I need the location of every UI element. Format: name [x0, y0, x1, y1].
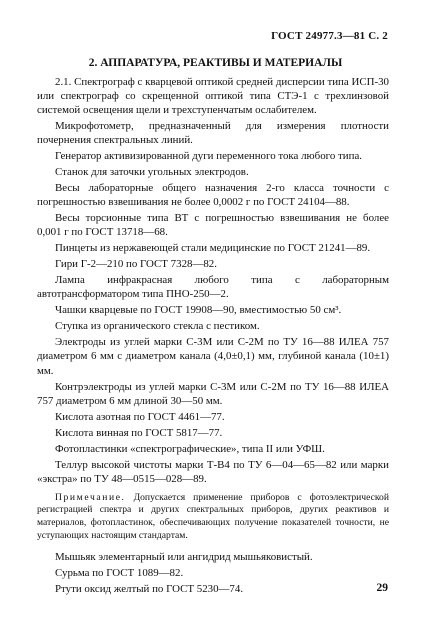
paragraph-counter-electrodes: Контрэлектроды из углей марки С-3М или С-2М по ТУ 16—88 ИЛЕА 757 диаметром 6 мм длиной 30—50 мм.	[37, 380, 389, 407]
paragraph-mercury-oxide: Ртути оксид желтый по ГОСТ 5230—74.	[55, 583, 244, 596]
paragraph-electrodes: Электроды из углей марки С-3М или С-2М по ТУ 16—88 ИЛЕА 757 диаметром 6 мм с диаметром канала (4,0±0,1) мм, глубиной канала (10±1) мм.	[37, 336, 389, 377]
paragraph-generator: Генератор активизированной дуги переменного тока любого типа.	[55, 150, 363, 163]
paragraph-mortar: Ступка из органического стекла с пестиком.	[55, 320, 260, 333]
paragraph-microphotometer: Микрофотометр, предназначенный для измерения плотности почернения спектральных линий.	[37, 120, 389, 147]
paragraph-tweezers: Пинцеты из нержавеющей стали медицинские по ГОСТ 21241—89.	[55, 242, 371, 255]
document-body	[37, 75, 389, 598]
paragraph-tellurium: Теллур высокой чистоты марки Т-В4 по ТУ 6—04—65—82 или марки «экстра» по ТУ 48—0515—028—89.	[37, 458, 389, 485]
paragraph-lab-scales: Весы лабораторные общего назначения 2-го класса точности с погрешностью взвешивания не более 0,0002 г по ГОСТ 24104—88.	[37, 182, 389, 209]
paragraph-quartz-cups: Чашки кварцевые по ГОСТ 19908—90, вместимостью 50 см³.	[55, 304, 342, 317]
running-header: ГОСТ 24977.3—81 С. 2	[271, 30, 388, 42]
paragraph-tartaric-acid: Кислота винная по ГОСТ 5817—77.	[55, 426, 223, 439]
note-label: Примечание.	[55, 491, 126, 503]
paragraph-antimony: Сурьма по ГОСТ 1089—82.	[55, 567, 184, 580]
paragraph-arsenic: Мышьяк элементарный или ангидрид мышьяковистый.	[55, 551, 313, 564]
note-text: Допускается применение приборов с фотоэлектрической регистрацией спектра и других спектральных приборов, других реактивов и материалов, фотопластинок, обеспечивающих получение показателей точности, не уступающих настоящим стандартам.	[37, 491, 389, 541]
page-number: 29	[376, 582, 388, 594]
paragraph-infrared-lamp: Лампа инфракрасная любого типа с лабораторным автотрансформатором типа ПНО-250—2.	[37, 274, 389, 301]
paragraph-nitric-acid: Кислота азотная по ГОСТ 4461—77.	[55, 410, 225, 423]
paragraph-photoplates: Фотопластинки «спектрографические», типа II или УФШ.	[55, 442, 325, 455]
paragraph-torsion-scales: Весы торсионные типа ВТ с погрешностью взвешивания не более 0,001 г по ГОСТ 13718—68.	[37, 212, 389, 239]
note-block	[37, 492, 389, 542]
paragraph-sharpening-machine: Станок для заточки угольных электродов.	[55, 166, 249, 179]
paragraph-spectrograph: 2.1. Спектрограф с кварцевой оптикой средней дисперсии типа ИСП-30 или спектрограф со скрещенной оптикой типа СТЭ-1 с трехлинзовой системой освещения щели и трехступенчатым ослабителем.	[37, 76, 389, 117]
section-title: 2. АППАРАТУРА, РЕАКТИВЫ И МАТЕРИАЛЫ	[88, 57, 343, 69]
paragraph-weights: Гири Г-2—210 по ГОСТ 7328—82.	[55, 258, 217, 271]
